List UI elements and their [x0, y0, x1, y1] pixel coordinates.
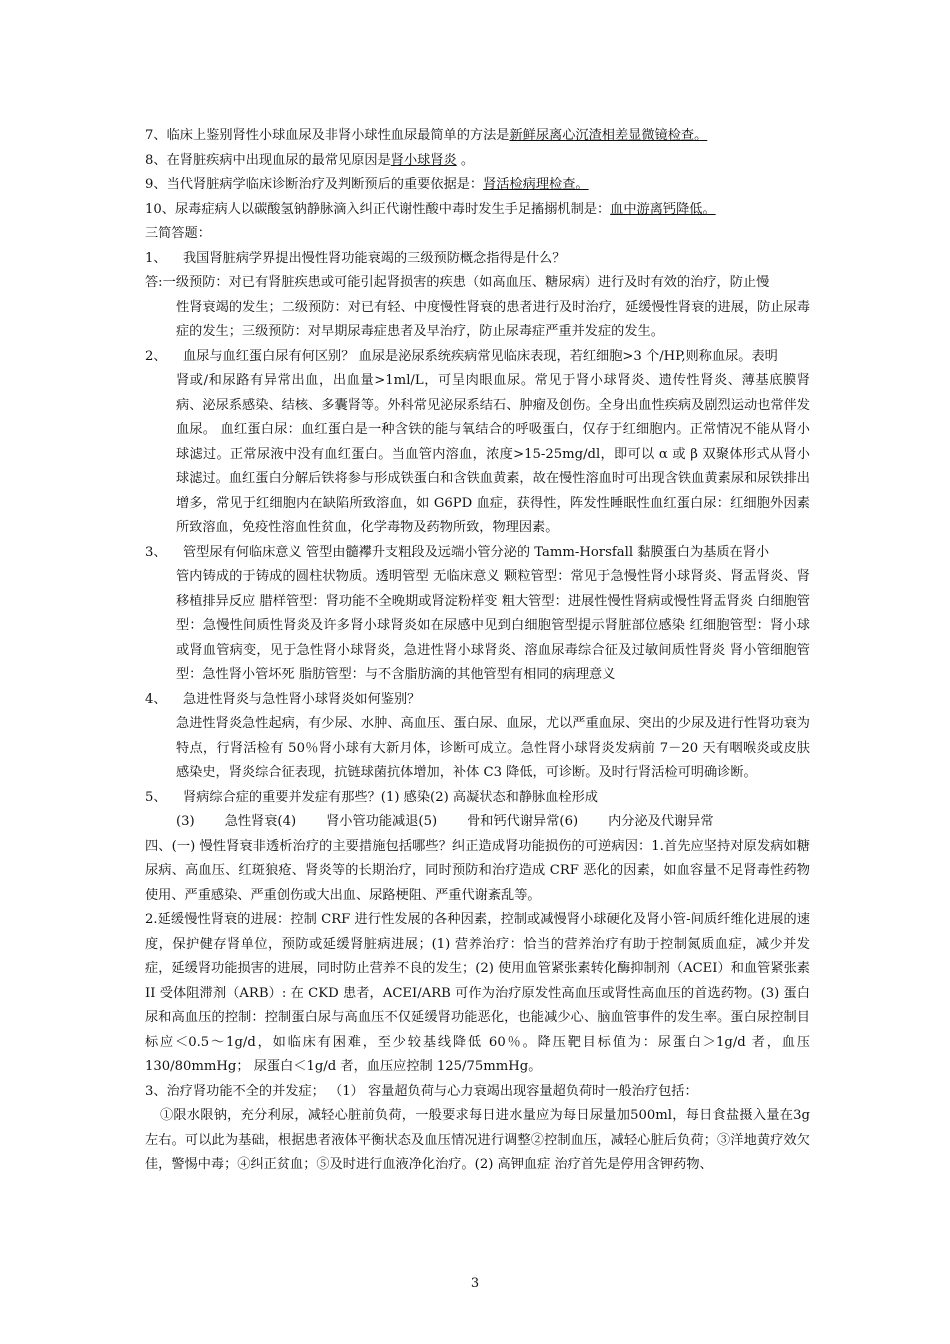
fill-item-text: 7、临床上鉴别肾性小球血尿及非肾小球性血尿最简单的方法是	[145, 128, 510, 143]
fill-item-text: 9、当代肾脏病学临床诊断治疗及判断预后的重要依据是：	[145, 177, 484, 192]
question-1	[145, 247, 810, 272]
question-number: 5、	[145, 789, 167, 805]
question-2	[145, 345, 810, 370]
question-3	[145, 541, 810, 566]
fill-item-9	[145, 173, 810, 198]
answer-4-body: 急进性肾炎急性起病，有少尿、水肿、高血压、蛋白尿、血尿，尤以严重血尿、突出的少尿及进行性肾功衰为特点，行肾活检有 50％肾小球有大新月体，诊断可成立。急性肾小球肾炎发病前 7－20 天有咽喉炎或皮肤感染史，肾炎综合征表现，抗链球菌抗体增加，补体 C3 降低，可诊断。及时行肾活检可明确诊断。	[176, 716, 810, 780]
fill-item-tail: 。	[456, 152, 475, 168]
question-text: 急进性肾炎与急性肾小球肾炎如何鉴别？	[183, 691, 421, 707]
fill-item-answer: 血中游离钙降低。	[610, 201, 716, 217]
complication-item: 肾小管功能减退(5)	[326, 814, 438, 829]
complication-item: (3)	[176, 814, 195, 829]
answer-2-body: 肾或/和尿路有异常出血，出血量>1ml/L，可呈肉眼血尿。常见于肾小球肾炎、遗传性肾炎、薄基底膜肾病、泌尿系感染、结核、多囊肾等。外科常见泌尿系结石、肿瘤及创伤。全身出血性疾病及剧烈运动也常伴发血尿。 血红蛋白尿：血红蛋白是一种含铁的能与氧结合的呼吸蛋白，仅存于红细胞内。正常情况不能从肾小球滤过。正常尿液中没有血红蛋白。当血管内溶血，浓度>15-25mg/dl，即可以 α 或 β 双聚体形式从肾小球滤过。血红蛋白分解后铁将参与形成铁蛋白和含铁血黄素，故在慢性溶血时可出现含铁血黄素尿和尿铁排出增多，常见于红细胞内在缺陷所致溶血，如 G6PD 血症，获得性，阵发性睡眠性血红蛋白尿：红细胞外因素所致溶血，免疫性溶血性贫血，化学毒物及药物所致，物理因素。	[176, 373, 810, 535]
question-text: 血尿与血红蛋白尿有何区别？ 血尿是泌尿系统疾病常见临床表现，若红细胞>3 个/HP,则称血尿。表明	[183, 348, 778, 364]
question-number: 1、	[145, 250, 167, 266]
fill-item-7	[145, 124, 810, 149]
question-text: 管型尿有何临床意义 管型由髓襻升支粗段及远端小管分泌的 Tamm-Horsfall 黏膜蛋白为基质在肾小	[183, 544, 770, 560]
section-4-paragraph-2: 2.延缓慢性肾衰的进展：控制 CRF 进行性发展的各种因素，控制或减慢肾小球硬化及肾小管-间质纤维化进展的速度，保护健存肾单位，预防或延缓肾脏病进展；(1) 营养治疗：恰当的营养治疗有助于控制氮质血症，减少并发症，延缓肾功能损害的进展，同时防止营养不良的发生；(2) 使用血管紧张素转化酶抑制剂（ACEI）和血管紧张素 II 受体阻滞剂（ARB）: 在 CKD 患者，ACEI/ARB 可作为治疗原发性高血压或肾性高血压的首选药物。(3) 蛋白尿和高血压的控制：控制蛋白尿与高血压不仅延缓肾功能恶化，也能减少心、脑血管事件的发生率。蛋白尿控制目标应＜0.5～1g/d，如临床有困难，至少较基线降低 60％。降压靶目标值为：尿蛋白＞1g/d 者，血压 130/80mmHg； 尿蛋白＜1g/d 者，血压应控制 125/75mmHg。	[145, 912, 810, 1074]
fill-item-answer: 肾小球肾炎	[390, 152, 457, 168]
question-number: 2、	[145, 348, 167, 364]
question-5	[145, 786, 810, 811]
section-title: 三简答题：	[145, 226, 211, 241]
page-number: 3	[470, 1276, 480, 1291]
complications-row	[176, 810, 810, 835]
section-4-paragraph-1: 四、(一) 慢性肾衰非透析治疗的主要措施包括哪些？纠正造成肾功能损伤的可逆病因：1.首先应坚持对原发病如糖尿病、高血压、红斑狼疮、肾炎等的长期治疗，同时预防和治疗造成 CRF 恶化的因素，如血容量不足肾毒性药物使用、严重感染、严重创伤或大出血、尿路梗阻、严重代谢紊乱等。	[145, 838, 810, 903]
fill-item-answer: 新鲜尿离心沉渣相差显微镜检查。	[509, 128, 708, 143]
fill-item-answer: 肾活检病理检查。	[483, 177, 589, 192]
question-number: 4、	[145, 691, 167, 707]
fill-item-8	[145, 149, 810, 174]
section-4-paragraph-3: 3、治疗肾功能不全的并发症； （1） 容量超负荷与心力衰竭出现容量超负荷时一般治疗包括：	[145, 1083, 698, 1099]
fill-item-10	[145, 198, 810, 223]
fill-item-text: 10、尿毒症病人以碳酸氢钠静脉滴入纠正代谢性酸中毒时发生手足搐搦机制是：	[145, 201, 611, 217]
question-text: 肾病综合症的重要并发症有那些？(1) 感染(2) 高凝状态和静脉血栓形成	[183, 789, 598, 805]
question-text: 我国肾脏病学界提出慢性肾功能衰竭的三级预防概念指得是什么？	[183, 250, 566, 266]
answer-3-body: 管内铸成的于铸成的圆柱状物质。透明管型 无临床意义 颗粒管型：常见于急慢性肾小球肾炎、肾盂肾炎、肾移植排异反应 腊样管型：肾功能不全晚期或肾淀粉样变 粗大管型：进展性慢性肾病或慢性肾盂肾炎 白细胞管型：急慢性间质性肾炎及许多肾小球肾炎如在尿感中见到白细胞管型提示肾脏部位感染 红细胞管型：肾小球或肾血管病变，见于急性肾小球肾炎，急进性肾小球肾炎、溶血尿毒综合征及过敏间质性肾炎 肾小管细胞管型：急性肾小管坏死 脂肪管型：与不含脂肪滴的其他管型有相同的病理意义	[176, 569, 810, 682]
question-4	[145, 688, 810, 713]
question-number: 3、	[145, 544, 167, 560]
answer-1-first-line	[145, 271, 810, 296]
answer-1-body: 性肾衰竭的发生；二级预防：对已有轻、中度慢性肾衰的患者进行及时治疗，延缓慢性肾衰的进展，防止尿毒症的发生；三级预防：对早期尿毒症患者及早治疗，防止尿毒症严重并发症的发生。	[176, 299, 810, 339]
complication-item: 骨和钙代谢异常(6)	[467, 814, 579, 829]
answer-prefix: 答:	[145, 275, 163, 290]
answer-text: 一级预防：对已有肾脏疾患或可能引起肾损害的疾患（如高血压、糖尿病）进行及时有效的治疗，防止慢	[162, 275, 770, 290]
page-content	[145, 124, 810, 1178]
complication-item: 急性肾衰(4)	[224, 814, 297, 829]
complication-item: 内分泌及代谢异常	[608, 814, 714, 829]
section-4-paragraph-4: ①限水限钠，充分利尿，减轻心脏前负荷，一般要求每日进水量应为每日尿量加500ml，每日食盐摄入量在3g左右。可以此为基础，根据患者液体平衡状态及血压情况进行调整②控制血压，减轻心脏后负荷；③洋地黄疗效欠佳，警惕中毒；④纠正贫血；⑤及时进行血液净化治疗。(2) 高钾血症 治疗首先是停用含钾药物、	[145, 1108, 810, 1172]
fill-item-text: 8、在肾脏疾病中出现血尿的最常见原因是	[145, 152, 391, 168]
